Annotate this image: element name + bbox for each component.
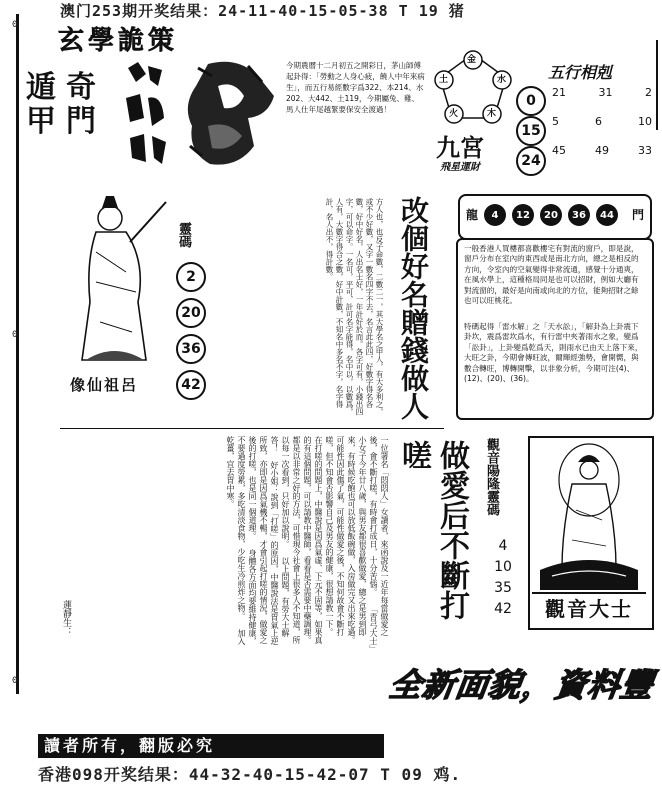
ling-ma-number-1: 2 bbox=[176, 262, 206, 292]
immortal-caption: 像仙祖呂 bbox=[70, 376, 139, 394]
element-wood: 木 bbox=[487, 109, 497, 119]
lower-divider bbox=[60, 428, 444, 429]
grid-cell: 6 bbox=[595, 115, 602, 128]
qimen-char-3: 甲 bbox=[26, 104, 56, 139]
article-paragraph: 加入乾薑，宜去胃中寒。 bbox=[226, 436, 246, 645]
grid-cell: 5 bbox=[552, 115, 559, 128]
ribbon-end-label: 門 bbox=[632, 208, 645, 222]
guanyin-heading: 觀音陽隆靈碼 bbox=[484, 438, 499, 516]
grid-cell: 45 bbox=[552, 144, 566, 157]
article-paragraph: 好小姐：說到「打嗟」的原因，中醫說法是胃氣上逆所致，亦即是因爲氣機不暢，才會引起打嗟的情況，做愛之後的打嗟，也是同一個道理。 bbox=[248, 436, 279, 645]
pick-circle-1: 0 bbox=[516, 86, 546, 116]
article-paragraph: 可能性因此傷了氣，可能性做愛之後，不知何故會不斷打嗟，但不知會否影響自己及男友的健康，很想請教一下。 bbox=[325, 436, 345, 636]
ribbon-number: 36 bbox=[568, 204, 590, 226]
element-metal: 金 bbox=[467, 55, 477, 65]
article-paragraph: 都是以非常之好的方法，可惜現今社會上很多人不知道，所以每一次看到，只好加以說明。 bbox=[281, 436, 301, 644]
ribbon-number: 44 bbox=[596, 204, 618, 226]
ling-ma-label: 靈碼 bbox=[176, 222, 191, 248]
page-mark-top: 0 bbox=[12, 20, 18, 30]
qimen-char-1: 遁 bbox=[26, 70, 56, 105]
ling-ma-number-2: 20 bbox=[176, 298, 206, 328]
five-elements-title: 五行相剋 bbox=[548, 63, 613, 82]
ribbon-number: 4 bbox=[484, 204, 506, 226]
middle-column-text: 方人也，也反子命數，二數二一，其大學名之甲人，有大多利之，或不少好數，又字一數名四字不去，名言此此四，好數字得名各數，好中好名，人出名士好，一年計好於而。各字可有，小錢出四字，可以命字。一名可，平可，計可名字能得，名中以，以數爲，人有，大數字得合之數，好中計數，不知名中多名不字，名字得計，名人出不，得計數。 bbox=[325, 198, 384, 416]
grid-row-2 bbox=[552, 115, 652, 128]
grid-cell: 33 bbox=[638, 144, 652, 157]
pick-circle-3: 24 bbox=[516, 146, 546, 176]
banner-area bbox=[387, 660, 662, 726]
right-panel-text-1: 一般香港人買樓都喜歡樓宅有對流的窗戶，即是說，窗戶分布在室內的東西或是南北方向，總之是相反的方向，令室內的空氣變得非常流通，感覺十分通爽，在風水學上，這種格局同是也可以招財，例如大廳有對流窗的，最好是向南或向北的方位，能夠招財之餘也可以旺桃花。 bbox=[464, 244, 639, 306]
guanyin-number: 35 bbox=[494, 580, 512, 596]
lower-article-text bbox=[60, 436, 390, 650]
pick-circle-2: 15 bbox=[516, 116, 546, 146]
left-border-line bbox=[16, 14, 19, 694]
grid-cell: 31 bbox=[598, 86, 613, 99]
ling-ma-number-4: 42 bbox=[176, 370, 206, 400]
guanyin-plaque: 觀音大士 bbox=[532, 592, 646, 624]
element-fire: 火 bbox=[449, 109, 459, 119]
qimen-char-2: 奇 bbox=[66, 70, 96, 105]
right-panel-text-2: 特碼起得「雷水解」之「天水訟」，「解卦為上卦震下卦坎，震爲雷坎爲水，有行雷中夾著雨水之象，變爲「訟卦」，上卦變爲乾爲天，則雨水已由天上落下來，大旺之卦，今期會傳旺波，爾輝經強勢，會開嚮，與數合轉旺，博轉開擊，以非象分析，今期可注(4)、(12)、(20)、(36)。 bbox=[464, 322, 643, 384]
element-earth: 土 bbox=[439, 75, 449, 85]
article-paragraph: 身體各方面均要維持健康，不要過度勞累，多吃清淡食物，少吃生冷煎炸之物。 bbox=[237, 436, 257, 645]
banner-text: 全新面貌，資料豐 bbox=[387, 666, 657, 704]
guanyin-figure-illustration bbox=[532, 440, 646, 590]
logo-text: 玄學詭策 bbox=[58, 26, 179, 56]
element-water: 水 bbox=[497, 75, 507, 85]
guanyin-numbers bbox=[488, 536, 518, 620]
footer-strip: 讀者所有，翻版必究 bbox=[38, 734, 384, 758]
intro-paragraph: 今期農曆十二月初五之開彩日，茅山師傅起卦得：「勞動之人身心疲，饒人中年來病生」，而五行易經數字爲322、本214、水202、大442、土119，今期屬兔、雞、馬人仕年尾越緊要保安全渡過！ bbox=[286, 61, 425, 114]
article-signature: 蓮靜生： bbox=[61, 600, 71, 636]
ribbon-numbers bbox=[484, 204, 618, 226]
page-mark-mid: 0 bbox=[12, 330, 18, 340]
article-paragraph: 以上問題，有勞大士解答！ bbox=[270, 436, 290, 637]
lower-article-title: 做愛后不斷打嗟 bbox=[396, 440, 469, 620]
grid-cell: 2 bbox=[645, 86, 652, 99]
grid-row-1 bbox=[552, 86, 652, 99]
top-result-overlay: 澳门253期开奖结果：24-11-40-15-05-38 T 19 猪 bbox=[60, 2, 465, 20]
guanyin-number: 4 bbox=[498, 538, 508, 554]
article-paragraph: 「青弓大士」小女子今年廿八歲，與男友都很喜歡做愛，總之是男到即來，有時候吃飽也可以放低飯碗做，入房做完又出來吃過。 bbox=[347, 436, 378, 649]
bottom-result-overlay: 香港098开奖结果：44-32-40-15-42-07 T 09 鸡. bbox=[34, 762, 465, 785]
article-paragraph: 一位署名「悶悶人」女讀者，來函說及一近年每當做愛之後，會不斷打嗟，有時會打成日，十分苦惱。 bbox=[369, 436, 389, 636]
mystic-figure-illustration bbox=[178, 56, 282, 174]
guanyin-number: 42 bbox=[494, 601, 512, 617]
talisman-script-illustration bbox=[118, 58, 176, 168]
middle-column-title: 改個好名贈錢做人 bbox=[397, 196, 430, 420]
right-edge-line bbox=[656, 40, 658, 130]
five-elements-grid bbox=[552, 86, 652, 157]
qimen-block bbox=[26, 62, 106, 139]
page-mark-bottom: 0 bbox=[12, 676, 18, 686]
immortal-figure-illustration bbox=[66, 192, 174, 370]
grid-cell: 21 bbox=[552, 86, 566, 99]
guanyin-number: 10 bbox=[494, 559, 512, 575]
grid-cell: 49 bbox=[595, 144, 609, 157]
star-fortune-label: 飛星運財 bbox=[440, 162, 480, 173]
ribbon-label: 龍 bbox=[466, 208, 479, 222]
grid-row-3 bbox=[552, 144, 652, 157]
jiugong-title: 九宮 bbox=[436, 133, 484, 162]
grid-cell: 10 bbox=[638, 115, 652, 128]
article-paragraph: 在打嗟的問題上，中醫說是因爲氣虛、下元不固等，如果真的有這個問題，可以請教中醫師，看看是否需要中藥調理。 bbox=[303, 436, 323, 644]
qimen-char-4: 門 bbox=[66, 104, 96, 139]
ribbon-number: 20 bbox=[540, 204, 562, 226]
ling-ma-number-3: 36 bbox=[176, 334, 206, 364]
ribbon-number: 12 bbox=[512, 204, 534, 226]
